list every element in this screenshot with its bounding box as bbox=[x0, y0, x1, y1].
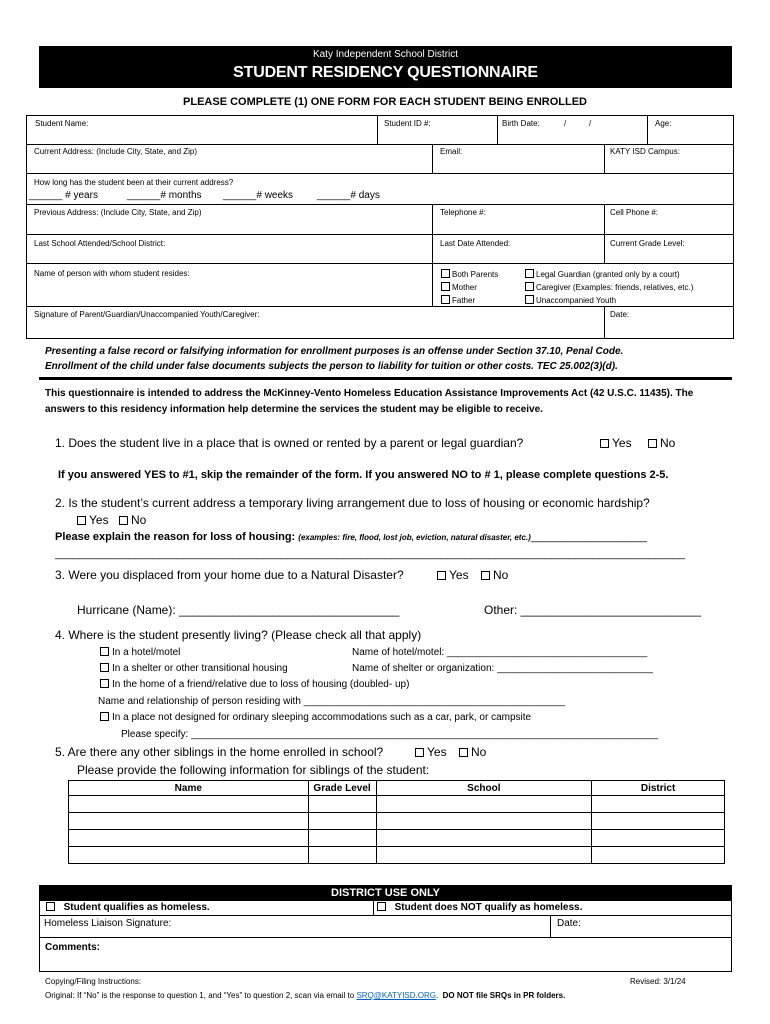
option-mother[interactable]: Mother bbox=[441, 282, 477, 293]
checkbox-icon[interactable] bbox=[100, 647, 109, 656]
table-cell[interactable] bbox=[592, 813, 725, 830]
table-row[interactable] bbox=[69, 796, 725, 813]
liaison-signature-label: Homeless Liaison Signature: bbox=[44, 918, 172, 929]
intro-paragraph: This questionnaire is intended to address the McKinney-Vento Homeless Education Assistance Improvements Act (42 U.S.C. 11435). The answers to this residency information help determine the services the student may be eligible to receive. bbox=[45, 388, 694, 415]
do-not-file-note: DO NOT file SRQs in PR folders. bbox=[442, 991, 566, 1000]
telephone-label: Telephone #: bbox=[440, 208, 486, 217]
column-header: School bbox=[376, 781, 592, 796]
q2-explain bbox=[55, 531, 647, 543]
shelter-name-field[interactable]: Name of shelter or organization: ____________________________ bbox=[352, 663, 653, 674]
resides-with-label: Name of person with whom student resides: bbox=[34, 269, 190, 278]
q2-examples: (examples: fire, flood, lost job, eviction, natural disaster, etc.) bbox=[298, 533, 531, 542]
last-date-label: Last Date Attended: bbox=[440, 239, 511, 248]
question-5: 5. Are there any other siblings in the home enrolled in school? bbox=[55, 745, 384, 759]
q2-explain-label: Please explain the reason for loss of housing: bbox=[55, 531, 296, 543]
not-qualifies-option[interactable]: Student does NOT qualify as homeless. bbox=[377, 902, 582, 913]
checkbox-icon[interactable] bbox=[119, 516, 128, 525]
option-both-parents[interactable]: Both Parents bbox=[441, 269, 498, 280]
signature-date-label: Date: bbox=[610, 310, 630, 319]
table-cell[interactable] bbox=[592, 830, 725, 847]
filing-instructions: Original: If “No” is the response to question 1, and “Yes” to question 2, scan via email to SRQ@KATYISD.ORG. DO NOT file SRQs in PR folders. bbox=[45, 991, 566, 1000]
student-id-label: Student ID #: bbox=[384, 119, 431, 128]
option-shelter[interactable]: In a shelter or other transitional housing bbox=[100, 663, 288, 674]
q5-yes[interactable]: Yes bbox=[415, 745, 447, 759]
table-cell[interactable] bbox=[308, 830, 376, 847]
district-use-header: DISTRICT USE ONLY bbox=[39, 885, 732, 900]
checkbox-icon[interactable] bbox=[441, 269, 450, 278]
checkbox-icon[interactable] bbox=[459, 748, 468, 757]
relationship-field[interactable]: Name and relationship of person residing with _______________________________________________ bbox=[98, 696, 566, 707]
signature-label: Signature of Parent/Guardian/Unaccompanied Youth/Caregiver: bbox=[34, 310, 260, 319]
table-cell[interactable] bbox=[69, 796, 309, 813]
checkbox-icon[interactable] bbox=[481, 571, 490, 580]
column-header: Name bbox=[69, 781, 309, 796]
revised-date: Revised: 3/1/24 bbox=[630, 977, 686, 986]
siblings-table bbox=[68, 780, 725, 864]
q2-blank[interactable]: ___________________ bbox=[530, 531, 648, 543]
table-cell[interactable] bbox=[592, 796, 725, 813]
table-cell[interactable] bbox=[376, 796, 592, 813]
table-cell[interactable] bbox=[308, 847, 376, 864]
table-cell[interactable] bbox=[376, 847, 592, 864]
checkbox-icon[interactable] bbox=[415, 748, 424, 757]
table-row[interactable] bbox=[69, 813, 725, 830]
question-2: 2. Is the student’s current address a temporary living arrangement due to loss of housing or economic hardship? bbox=[55, 496, 650, 510]
q2-yes[interactable]: Yes bbox=[77, 513, 109, 527]
checkbox-icon[interactable] bbox=[525, 295, 534, 304]
checkbox-icon[interactable] bbox=[100, 679, 109, 688]
q5-no[interactable]: No bbox=[459, 745, 486, 759]
skip-instruction: If you answered YES to #1, skip the remainder of the form. If you answered NO to # 1, please complete questions 2-5. bbox=[58, 469, 669, 481]
hurricane-field[interactable]: Hurricane (Name): _________________________________ bbox=[77, 603, 400, 617]
table-cell[interactable] bbox=[376, 830, 592, 847]
question-1: 1. Does the student live in a place that is owned or rented by a parent or legal guardian? bbox=[55, 436, 524, 450]
checkbox-icon[interactable] bbox=[525, 282, 534, 291]
divider bbox=[39, 377, 732, 380]
last-school-label: Last School Attended/School District: bbox=[34, 239, 166, 248]
hotel-name-field[interactable]: Name of hotel/motel: ____________________________________ bbox=[352, 647, 648, 658]
days-field[interactable]: ______# days bbox=[317, 190, 380, 201]
district-name: Katy Independent School District bbox=[312, 49, 459, 60]
table-cell[interactable] bbox=[69, 813, 309, 830]
table-cell[interactable] bbox=[592, 847, 725, 864]
form-subtitle: PLEASE COMPLETE (1) ONE FORM FOR EACH STUDENT BEING ENROLLED bbox=[183, 96, 587, 108]
copying-instructions: Copying/Filing Instructions: bbox=[45, 977, 142, 986]
grade-level-label: Current Grade Level: bbox=[610, 239, 685, 248]
form-title: STUDENT RESIDENCY QUESTIONNAIRE bbox=[233, 64, 538, 81]
cell-phone-label: Cell Phone #: bbox=[610, 208, 659, 217]
email-label: Email: bbox=[440, 147, 463, 156]
student-name-label: Student Name: bbox=[35, 119, 89, 128]
table-cell[interactable] bbox=[308, 813, 376, 830]
option-not-designed[interactable]: In a place not designed for ordinary sleeping accommodations such as a car, park, or campsite bbox=[100, 712, 531, 723]
checkbox-icon[interactable] bbox=[600, 439, 609, 448]
q2-no[interactable]: No bbox=[119, 513, 146, 527]
table-cell[interactable] bbox=[308, 796, 376, 813]
current-address-label: Current Address: (Include City, State, and Zip) bbox=[34, 147, 198, 156]
option-doubled-up[interactable]: In the home of a friend/relative due to loss of housing (doubled- up) bbox=[100, 679, 409, 690]
option-father[interactable]: Father bbox=[441, 295, 475, 306]
original-instruction: Original: If “No” is the response to question 1, and “Yes” to question 2, scan via email to bbox=[45, 991, 355, 1000]
q3-yes[interactable]: Yes bbox=[437, 568, 469, 582]
years-field[interactable]: ______ # years bbox=[29, 190, 98, 201]
legal-warning bbox=[45, 344, 735, 374]
table-cell[interactable] bbox=[376, 813, 592, 830]
header-banner bbox=[39, 46, 732, 88]
siblings-instruction: Please provide the following information for siblings of the student: bbox=[77, 763, 430, 777]
option-caregiver[interactable]: Caregiver (Examples: friends, relatives, etc.) bbox=[525, 282, 693, 293]
table-row[interactable] bbox=[69, 847, 725, 864]
q2-explain-line[interactable]: _______________________________________________________________________________________________________ bbox=[55, 548, 686, 560]
liaison-date-label: Date: bbox=[557, 918, 581, 929]
birth-date-separator: / bbox=[589, 119, 592, 128]
option-hotel[interactable]: In a hotel/motel bbox=[100, 647, 180, 658]
checkbox-icon[interactable] bbox=[100, 712, 109, 721]
checkbox-icon[interactable] bbox=[77, 516, 86, 525]
question-4: 4. Where is the student presently living? (Please check all that apply) bbox=[55, 628, 422, 642]
comments-label: Comments: bbox=[45, 942, 101, 953]
q1-no[interactable]: No bbox=[648, 436, 675, 450]
table-header-row bbox=[69, 781, 725, 796]
column-header: District bbox=[592, 781, 725, 796]
q1-yes[interactable]: Yes bbox=[600, 436, 632, 450]
checkbox-icon[interactable] bbox=[46, 902, 55, 911]
table-cell[interactable] bbox=[69, 830, 309, 847]
months-field[interactable]: ______# months bbox=[127, 190, 202, 201]
checkbox-icon[interactable] bbox=[441, 282, 450, 291]
checkbox-icon[interactable] bbox=[100, 663, 109, 672]
option-unaccompanied[interactable]: Unaccompanied Youth bbox=[525, 295, 616, 306]
checkbox-icon[interactable] bbox=[525, 269, 534, 278]
warning-line-1: Presenting a false record or falsifying information for enrollment purposes is an offense under Section 37.10, Penal Code. bbox=[45, 346, 624, 357]
table-row[interactable] bbox=[69, 830, 725, 847]
birth-date-separator: / bbox=[564, 119, 567, 128]
birth-date-label: Birth Date: bbox=[502, 119, 540, 128]
option-legal-guardian[interactable]: Legal Guardian (granted only by a court) bbox=[525, 269, 680, 280]
checkbox-icon[interactable] bbox=[377, 902, 386, 911]
column-header: Grade Level bbox=[308, 781, 376, 796]
qualifies-option[interactable]: Student qualifies as homeless. bbox=[46, 902, 210, 913]
previous-address-label: Previous Address: (Include City, State, and Zip) bbox=[34, 208, 202, 217]
checkbox-icon[interactable] bbox=[648, 439, 657, 448]
table-cell[interactable] bbox=[69, 847, 309, 864]
specify-field[interactable]: Please specify: ____________________________________________________________________________________ bbox=[121, 729, 659, 740]
campus-label: KATY ISD Campus: bbox=[610, 147, 680, 156]
question-3: 3. Were you displaced from your home due to a Natural Disaster? bbox=[55, 568, 404, 582]
warning-line-2: Enrollment of the child under false documents subjects the person to liability for tuition or other costs. TEC 25.002(3)(d). bbox=[45, 361, 618, 372]
checkbox-icon[interactable] bbox=[441, 295, 450, 304]
q3-no[interactable]: No bbox=[481, 568, 508, 582]
how-long-label: How long has the student been at their current address? bbox=[34, 178, 234, 187]
other-disaster-field[interactable]: Other: ___________________________ bbox=[484, 603, 701, 617]
age-label: Age: bbox=[655, 119, 672, 128]
email-link[interactable]: SRQ@KATYISD.ORG bbox=[356, 991, 436, 1000]
checkbox-icon[interactable] bbox=[437, 571, 446, 580]
weeks-field[interactable]: ______# weeks bbox=[223, 190, 294, 201]
